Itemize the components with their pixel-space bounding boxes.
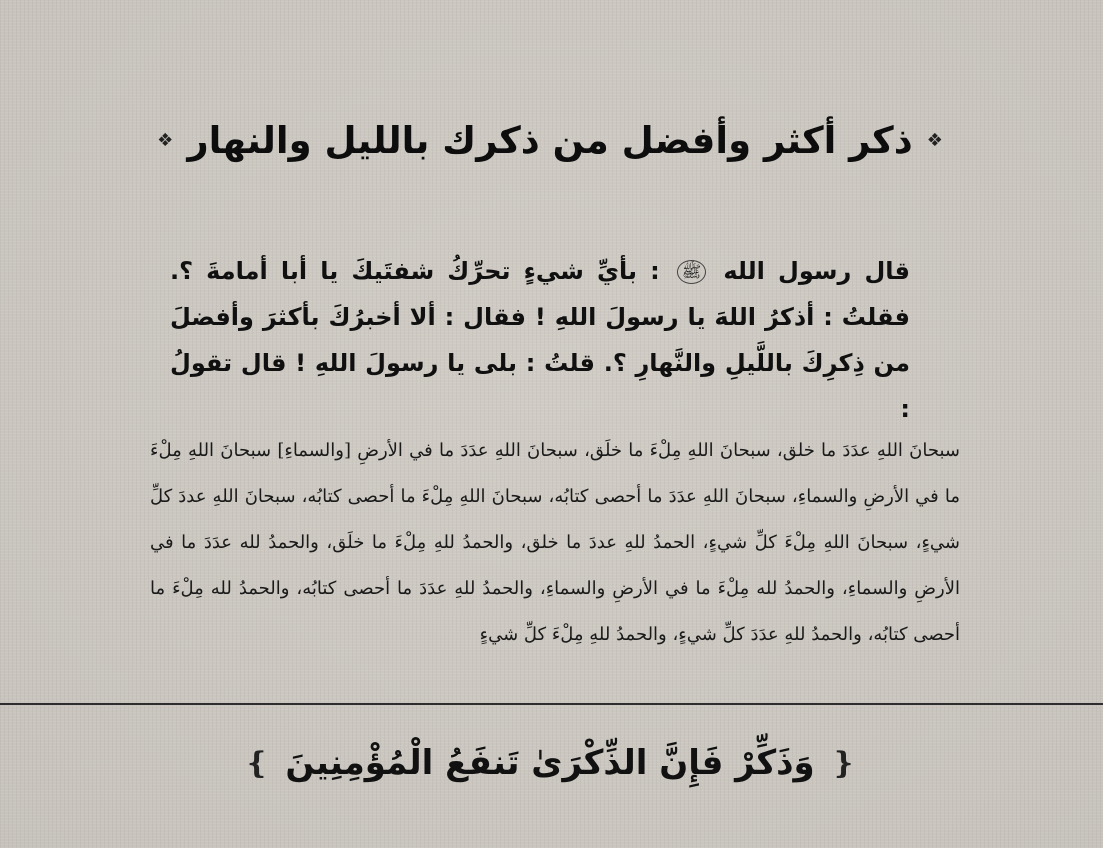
verse-row [190,728,910,798]
diamond-ornament-icon: ❖ [157,129,174,151]
page-title: ذكر أكثر وأفضل من ذكرك بالليل والنهار [187,118,913,162]
dhikr-paragraph: سبحانَ اللهِ عدَدَ ما خلق، سبحانَ اللهِ مِلْءَ ما خلَق، سبحانَ اللهِ عدَدَ ما في الأرضِ [والسماءِ] سبحانَ اللهِ مِلْءَ ما في الأرضِ والسماءِ، سبحانَ اللهِ عدَدَ ما أحصى كتابُه، سبحانَ اللهِ مِلْءَ ما أحصى كتابُه، سبحانَ اللهِ عددَ كلِّ شيءٍ، سبحانَ اللهِ مِلْءَ كلِّ شيءٍ، الحمدُ للهِ عددَ ما خلق، والحمدُ للهِ مِلْءَ ما خلَق، والحمدُ لله عدَدَ ما في الأرضِ والسماءِ، والحمدُ لله مِلْءَ ما في الأرضِ والسماءِ، والحمدُ للهِ عدَدَ ما أحصى كتابُه، والحمدُ لله مِلْءَ ما أحصى كتابُه، والحمدُ للهِ عدَدَ كلِّ شيءٍ، والحمدُ للهِ مِلْءَ كلِّ شيءٍ [150,440,960,645]
salawat-seal-icon: ﷺ [677,260,706,284]
hadith-body: : بأيِّ شيءٍ تحرِّكُ شفتَيكَ يا أبا أمامةَ ؟. فقلتُ : أذكرُ اللهَ يا رسولَ اللهِ ! فقال : ألا أخبرُكَ بأكثرَ وأفضلَ من ذِكرِكَ باللَّيلِ والنَّهارِ ؟. قلتُ : بلى يا رسولَ اللهِ ! قال تقولُ : [170,257,910,423]
hadith-paragraph [170,248,910,432]
divider [0,703,1103,705]
ornate-bracket-icon: ❵ [244,745,270,781]
ornate-bracket-icon: ❴ [830,745,856,781]
title-row [150,112,950,168]
hadith-intro: قال رسول الله [723,257,911,285]
diamond-ornament-icon: ❖ [926,129,943,151]
quran-verse: وَذَكِّرْ فَإِنَّ الذِّكْرَىٰ تَنفَعُ الْمُؤْمِنِينَ [285,743,815,783]
